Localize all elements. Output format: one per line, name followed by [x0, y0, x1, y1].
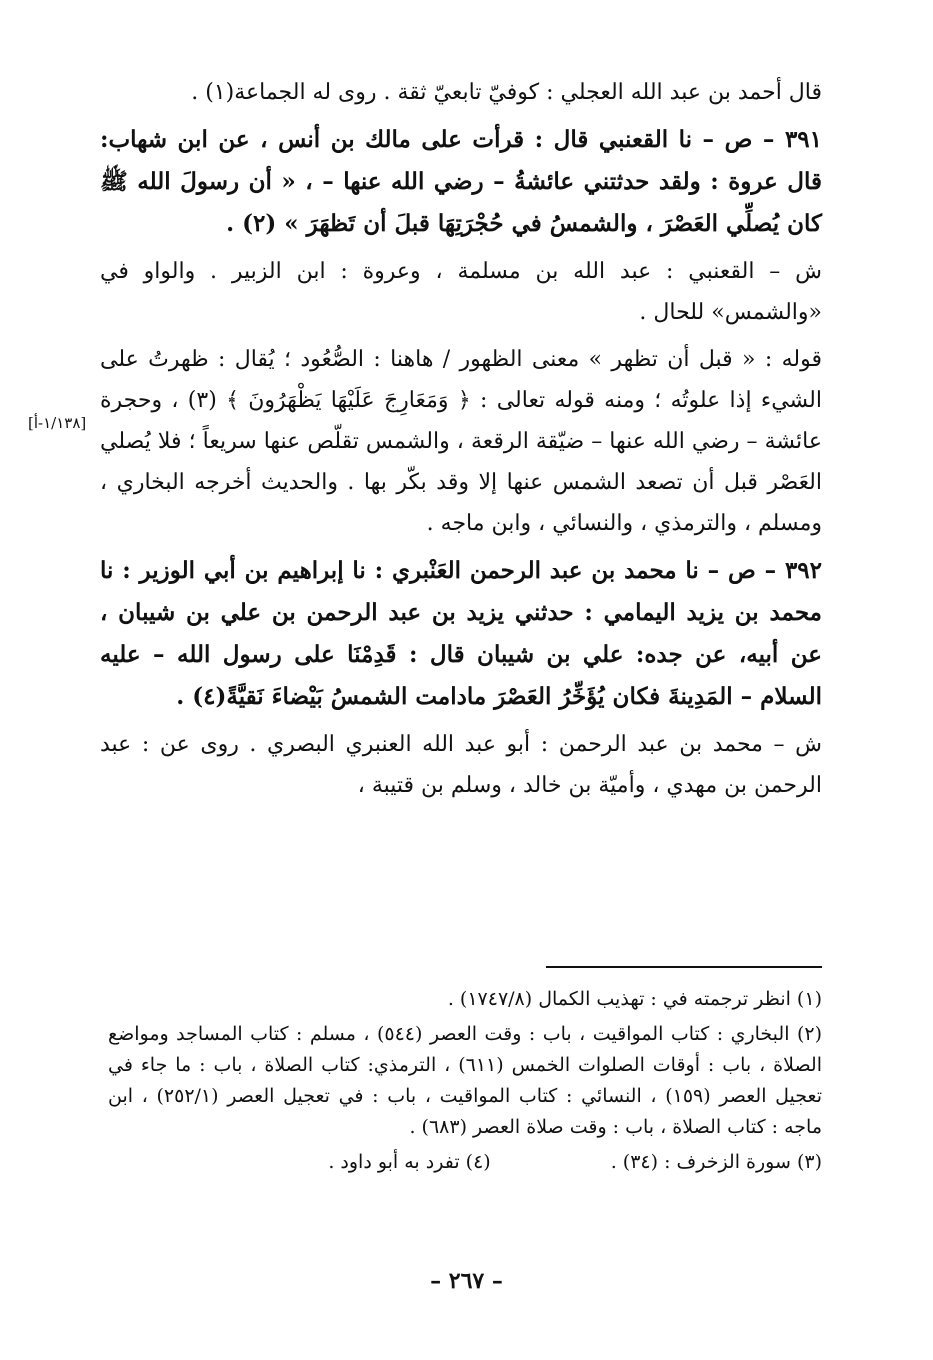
commentary-391-explanation: قوله : « قبل أن تظهر » معنى الظهور / هاهنا : الصُّعُود ؛ يُقال : ظهرتُ على الشيء إذا علوتُه ؛ ومنه قوله تعالى : ﴿ وَمَعَارِجَ عَلَيْهَا يَظْهَرُونَ ﴾ (٣) ، وحجرة عائشة – رضي الله عنها – ضيّقة الرقعة ، والشمس تقلّص عنها سريعاً ؛ فلا يُصلي العَصْر قبل أن تصعد الشمس عنها إلا وقد بكّر بها . والحديث أخرجه البخاري ، ومسلم ، والترمذي ، والنسائي ، وابن ماجه . — [100, 347, 822, 536]
commentary-391: ش – القعنبي : عبد الله بن مسلمة ، وعروة : ابن الزبير . والواو في «والشمس» للحال . — [100, 259, 822, 325]
commentary-392: ش – محمد بن عبد الرحمن : أبو عبد الله العنبري البصري . روى عن : عبد الرحمن بن مهدي ، وأميّة بن خالد ، وسلم بن قتيبة ، — [100, 732, 822, 798]
footnote-4: (٤) تفرد به أبو داود . — [328, 1151, 491, 1173]
paragraph-narrator: قال أحمد بن عبد الله العجلي : كوفيّ تابعيّ ثقة . روى له الجماعة(١) . — [191, 80, 822, 105]
hadith-391: ٣٩١ – ص – نا القعنبي قال : قرأت على مالك بن أنس ، عن ابن شهاب: قال عروة : ولقد حدثتني عائشةُ – رضي الله عنها – ، « أن رسولَ الله ﷺ كان يُصلِّي العَصْرَ ، والشمسُ في حُجْرَتِهَا قبلَ أن تَظهَرَ » (٢) . — [100, 126, 822, 237]
manuscript-folio-reference: [١/١٣٨-أ] — [28, 414, 87, 432]
main-text — [100, 72, 822, 812]
footnote-2: (٢) البخاري : كتاب المواقيت ، باب : وقت العصر (٥٤٤) ، مسلم : كتاب المساجد ومواضع الصلاة ، باب : أوقات الصلوات الخمس (٦١١) ، الترمذي: كتاب الصلاة ، باب : ما جاء في تعجيل العصر (١٥٩) ، النسائي : كتاب المواقيت ، باب : في تعجيل العصر (٢٥٢/١) ، ابن ماجه : كتاب الصلاة ، باب : وقت صلاة العصر (٦٨٣) . — [108, 1023, 823, 1138]
footnote-row — [108, 1147, 822, 1178]
footnote-3: (٣) سورة الزخرف : (٣٤) . — [610, 1151, 822, 1173]
page-number: – ٢٦٧ – — [430, 1268, 503, 1294]
footnote-1: (١) انظر ترجمته في : تهذيب الكمال (١٧٤٧/٨) . — [447, 988, 822, 1010]
footnotes — [108, 984, 822, 1178]
footnote-divider — [546, 966, 822, 968]
hadith-392: ٣٩٢ – ص – نا محمد بن عبد الرحمن العَنْبري : نا إبراهيم بن أبي الوزير : نا محمد بن يزيد اليمامي : حدثني يزيد بن عبد الرحمن بن علي بن شيبان ، عن أبيه، عن جده: علي بن شيبان قال : قَدِمْنَا على رسول الله – عليه السلام – المَدِينةَ فكان يُؤَخِّرُ العَصْرَ مادامت الشمسُ بَيْضاءَ نَقيَّةً(٤) . — [100, 557, 822, 710]
